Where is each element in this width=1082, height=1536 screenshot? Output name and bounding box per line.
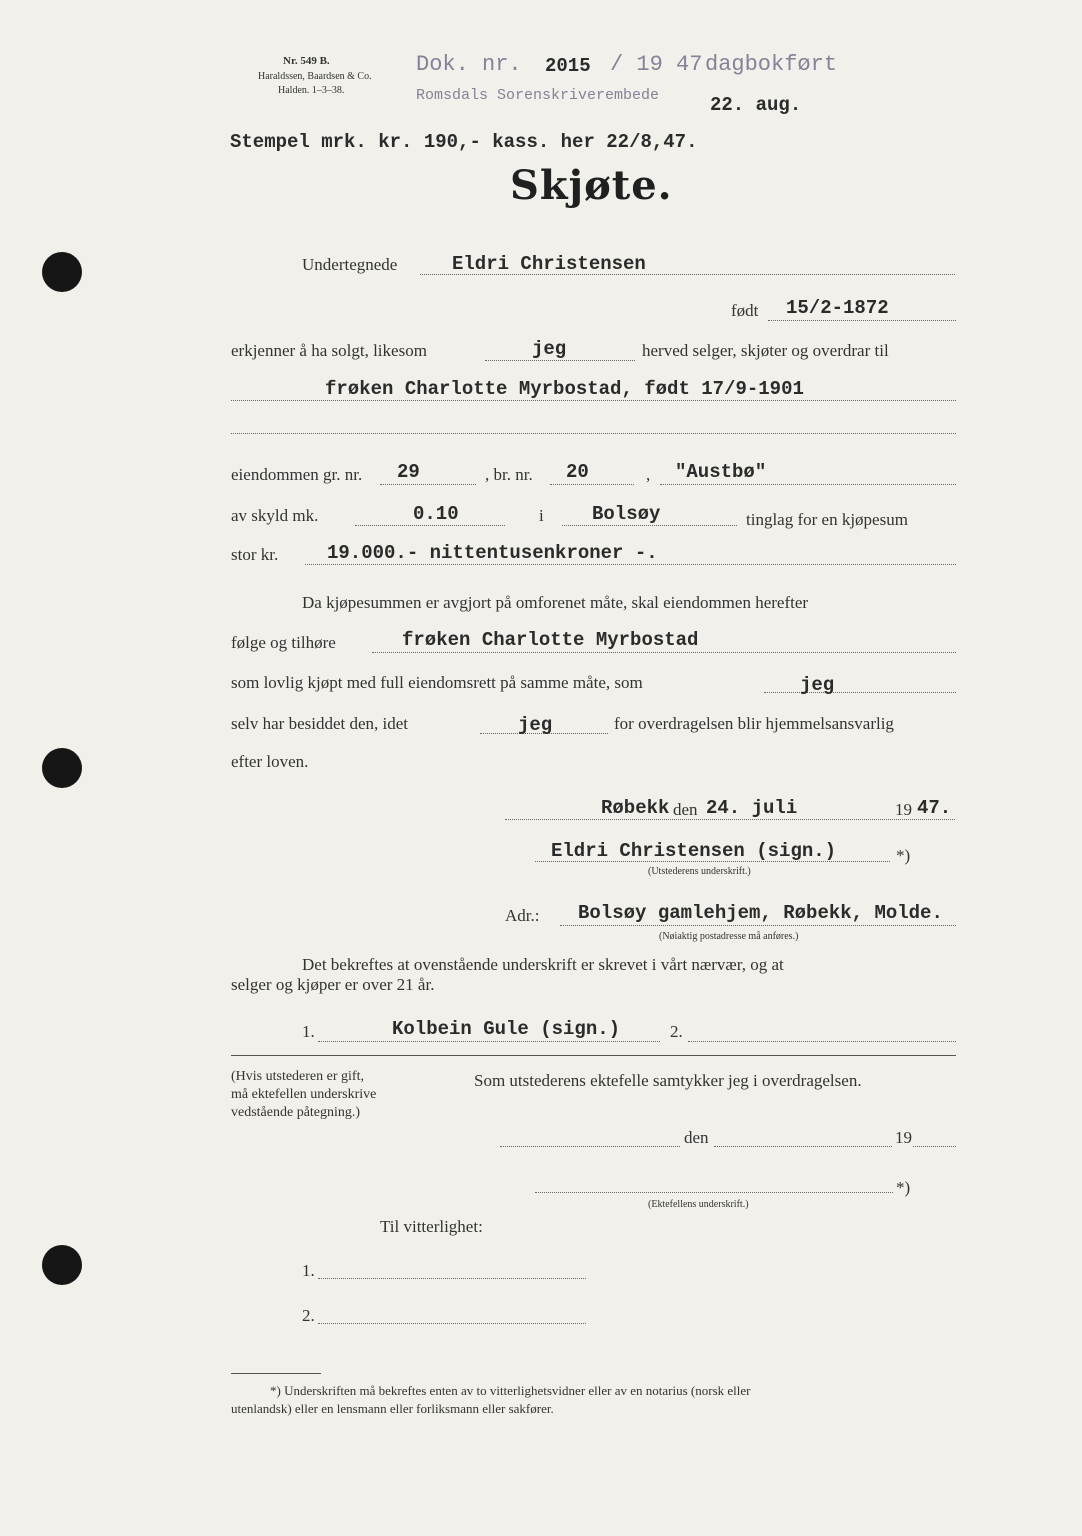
price-label: stor kr. [231,545,279,564]
clause-5: efter loven. [231,752,309,771]
form-publisher: Haraldssen, Baardsen & Co. [258,71,372,82]
property-br-label: , br. nr. [485,465,533,484]
property-comma: , [646,465,651,484]
punch-hole-top [42,252,82,292]
attest-line-1: Det bekreftes at ovenstående underskrift er skrevet i vårt nærvær, og at [302,955,784,974]
witness-number-1: 1. [302,1261,315,1280]
property-gr-nr: 29 [397,461,420,483]
spouse-note-1: (Hvis utstederen er gift, [231,1069,364,1084]
date-place: Røbekk [601,797,670,819]
clause-3-value: jeg [800,674,835,696]
punch-hole-middle [42,748,82,788]
grantor-label: Undertegnede [302,255,398,274]
spouse-mark: *) [896,1178,911,1197]
address-value: Bolsøy gamlehjem, Røbekk, Molde. [578,902,943,924]
clause-4-suffix: for overdragelsen blir hjemmelsansvarlig [614,714,894,733]
born-date: 15/2-1872 [786,297,889,319]
born-label: født [731,301,759,320]
address-label: Adr.: [505,906,540,925]
footnote-line-1: *) Underskriften må bekreftes enten av to vitterlighetsvidner eller av en notarius (norsk eller [270,1383,751,1398]
witness-label: Til vitterlighet: [380,1217,483,1236]
spouse-year: 19 [895,1128,912,1147]
property-br-nr: 20 [566,461,589,483]
clause-2-label: følge og tilhøre [231,633,336,652]
address-caption: (Nøiaktig postadresse må anføres.) [659,931,799,942]
attest-witness-1: Kolbein Gule (sign.) [392,1018,621,1040]
sold-prefix: erkjenner å ha solgt, likesom [231,341,427,360]
spouse-caption: (Ektefellens underskrift.) [648,1199,749,1210]
date-day: 24. juli [706,797,798,819]
signature-mark: *) [896,846,911,865]
date-year-prefix: 19 [895,800,912,819]
spouse-note-2: må ektefellen underskrive [231,1087,377,1102]
stamp-dok-label: Dok. nr. [416,52,522,77]
form-place-date: Halden. 1–3–38. [278,85,345,96]
spouse-note-3: vedstående påtegning.) [231,1105,361,1120]
skyld-suffix: tinglag for en kjøpesum [746,510,908,529]
punch-hole-bottom [42,1245,82,1285]
date-year: 47. [917,797,952,819]
clause-2-value: frøken Charlotte Myrbostad [402,629,699,651]
stamp-year: / 19 47 [610,52,703,77]
stamp-office: Romsdals Sorenskriverembede [416,87,660,104]
date-den: den [673,800,698,819]
footnote-rule [231,1373,321,1374]
sold-suffix: herved selger, skjøter og overdrar til [642,341,889,360]
buyer-name: frøken Charlotte Myrbostad, født 17/9-1901 [325,378,804,400]
witness-number-2: 2. [302,1306,315,1325]
grantor-signature: Eldri Christensen (sign.) [551,840,837,862]
clause-3-label: som lovlig kjøpt med full eiendomsrett på samme måte, som [231,673,643,692]
footnote-line-2: utenlandsk) eller en lensmann eller forliksmann eller sakfører. [231,1401,554,1416]
form-number: Nr. 549 B. [283,55,330,67]
attest-line-2: selger og kjøper er over 21 år. [231,975,435,994]
attest-number-2: 2. [670,1022,683,1041]
section-divider [231,1055,956,1056]
spouse-consent: Som utstederens ektefelle samtykker jeg i overdragelsen. [474,1071,862,1090]
property-label: eiendommen gr. nr. [231,465,363,484]
skyld-value: 0.10 [413,503,459,525]
sold-pronoun: jeg [532,338,567,360]
skyld-label: av skyld mk. [231,506,319,525]
signature-caption: (Utstederens underskrift.) [648,866,751,877]
grantor-name: Eldri Christensen [452,253,646,275]
document-title: Skjøte. [510,162,673,209]
stamp-dagbok: dagbokført [705,52,838,77]
stamp-date: 22. aug. [710,94,802,116]
stamp-duty-note: Stempel mrk. kr. 190,- kass. her 22/8,47. [230,131,698,153]
clause-1: Da kjøpesummen er avgjort på omforenet måte, skal eiendommen herefter [302,593,809,612]
attest-number-1: 1. [302,1022,315,1041]
skyld-place: Bolsøy [592,503,661,525]
clause-4-value: jeg [518,714,553,736]
stamp-dok-number: 2015 [545,55,591,77]
skyld-i: i [539,506,544,525]
price-value: 19.000.- nittentusenkroner -. [327,542,658,564]
clause-4-label: selv har besiddet den, idet [231,714,409,733]
property-name: "Austbø" [675,461,767,483]
spouse-den: den [684,1128,709,1147]
